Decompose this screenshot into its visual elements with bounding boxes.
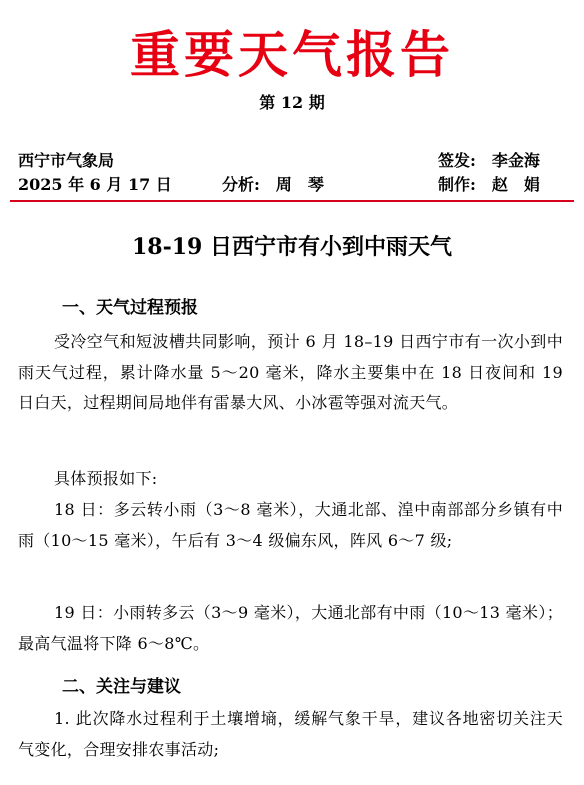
analyst: 分析: 周 琴 [222, 175, 324, 194]
header-divider [10, 200, 574, 202]
issue-date: 2025 年 6 月 17 日 [18, 175, 172, 194]
signer: 签发: 李金海 [438, 151, 540, 170]
issue-number: 第 12 期 [259, 93, 325, 112]
maker: 制作: 赵 娟 [438, 175, 540, 194]
section-heading-forecast: 一、天气过程预报 [62, 298, 198, 318]
paragraph-overview: 受冷空气和短波槽共同影响，预计 6 月 18–19 日西宁市有一次小到中雨天气过程，累计降水量 5～20 毫米，降水主要集中在 18 日夜间和 19 日白天，过程期间局地伴有雷暴大风、小冰雹等强对流天气。 [18, 332, 563, 413]
paragraph-advice-1: 1. 此次降水过程利于土壤增墒，缓解气象干旱，建议各地密切关注天气变化，合理安排农事活动; [18, 709, 563, 759]
paragraph-day-19: 19 日：小雨转多云（3～9 毫米），大通北部有中雨（10～13 毫米）；最高气温将下降 6～8℃。 [18, 603, 563, 653]
issuing-agency: 西宁市气象局 [18, 151, 115, 170]
masthead-title: 重要天气报告 [130, 25, 454, 84]
section-heading-advice: 二、关注与建议 [62, 677, 181, 697]
paragraph-details-intro: 具体预报如下: [54, 469, 158, 488]
paragraph-day-18: 18 日：多云转小雨（3～8 毫米），大通北部、湟中南部部分乡镇有中雨（10～15 毫米），午后有 3～4 级偏东风，阵风 6～7 级; [18, 500, 563, 550]
report-title: 18-19 日西宁市有小到中雨天气 [131, 234, 453, 260]
